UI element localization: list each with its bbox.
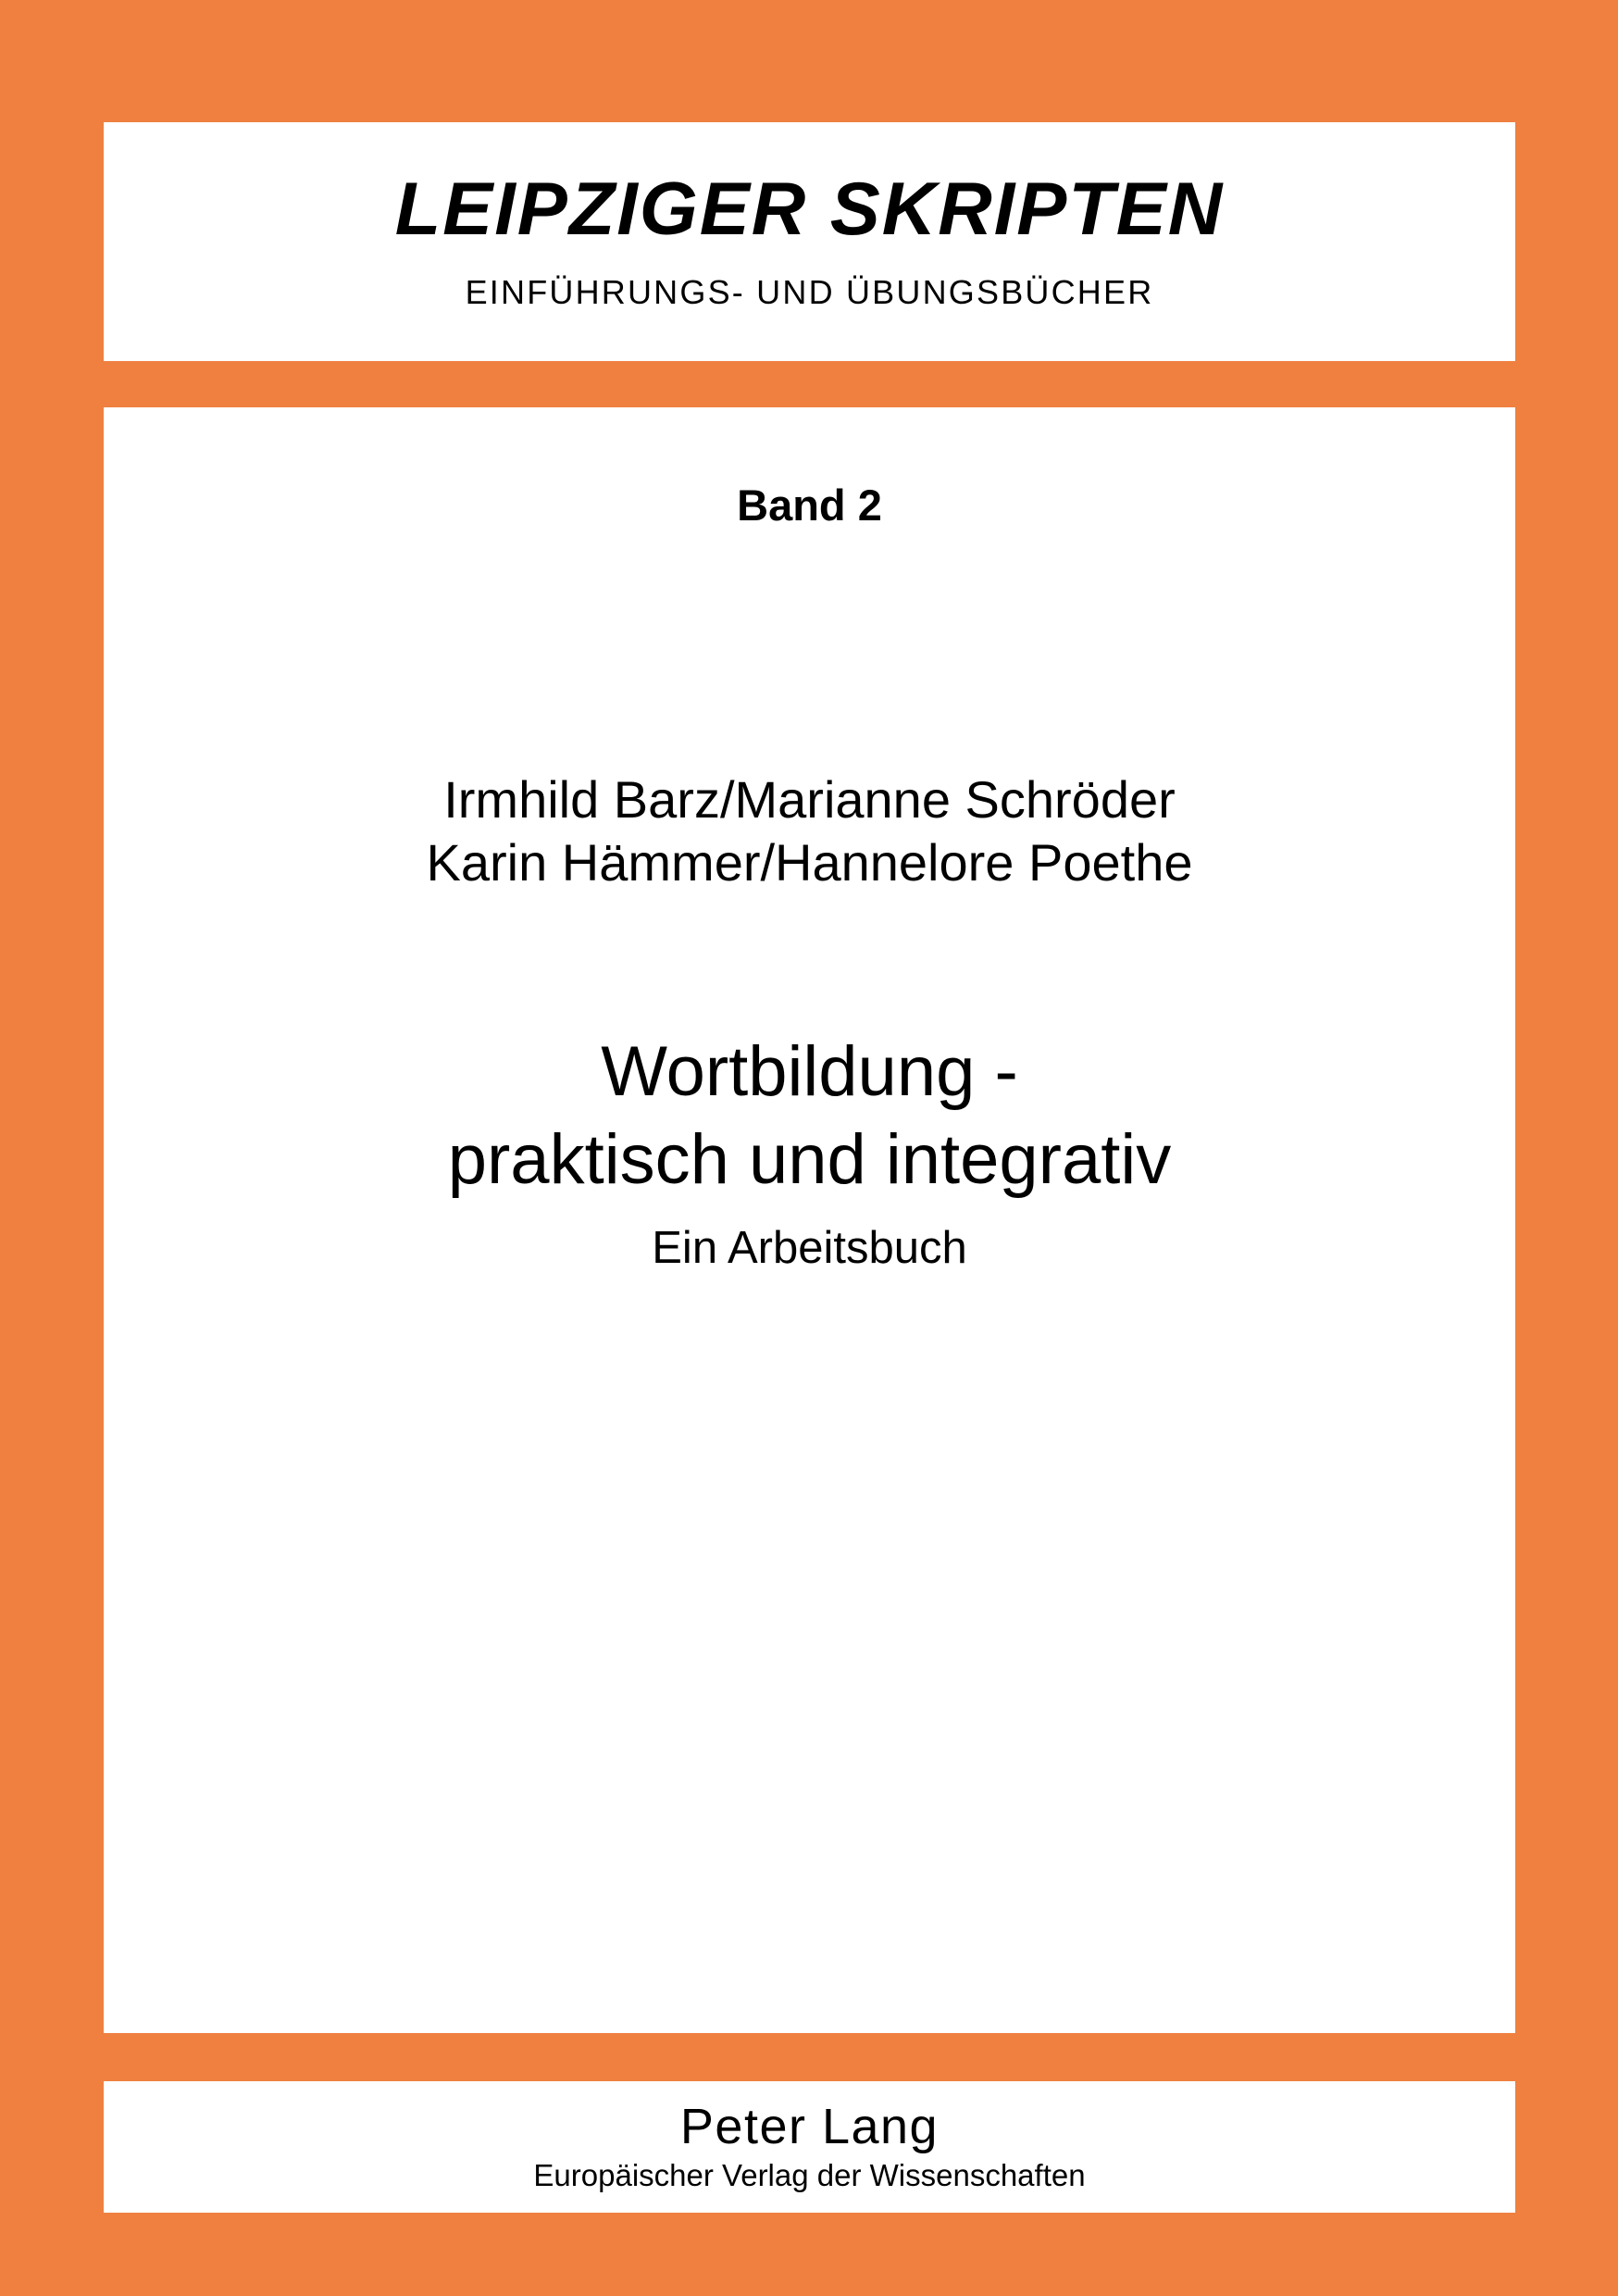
book-title — [104, 1028, 1515, 1204]
series-title: LEIPZIGER SKRIPTEN — [394, 167, 1225, 251]
publisher-band — [104, 2081, 1515, 2213]
book-title-line-1: Wortbildung - — [601, 1032, 1018, 1111]
main-panel — [104, 407, 1515, 2033]
publisher-name: Peter Lang — [679, 2098, 940, 2154]
book-subtitle: Ein Arbeitsbuch — [652, 1223, 967, 1273]
series-band — [104, 122, 1515, 361]
author-line-1: Irmhild Barz/Marianne Schröder — [443, 770, 1176, 829]
book-title-line-2: praktisch und integrativ — [447, 1120, 1172, 1199]
authors-block — [104, 768, 1515, 895]
volume-label: Band 2 — [737, 480, 882, 530]
publisher-tagline: Europäischer Verlag der Wissenschaften — [533, 2158, 1086, 2193]
author-line-2: Karin Hämmer/Hannelore Poethe — [426, 833, 1193, 892]
series-subtitle: EINFÜHRUNGS- UND ÜBUNGSBÜCHER — [465, 272, 1154, 311]
